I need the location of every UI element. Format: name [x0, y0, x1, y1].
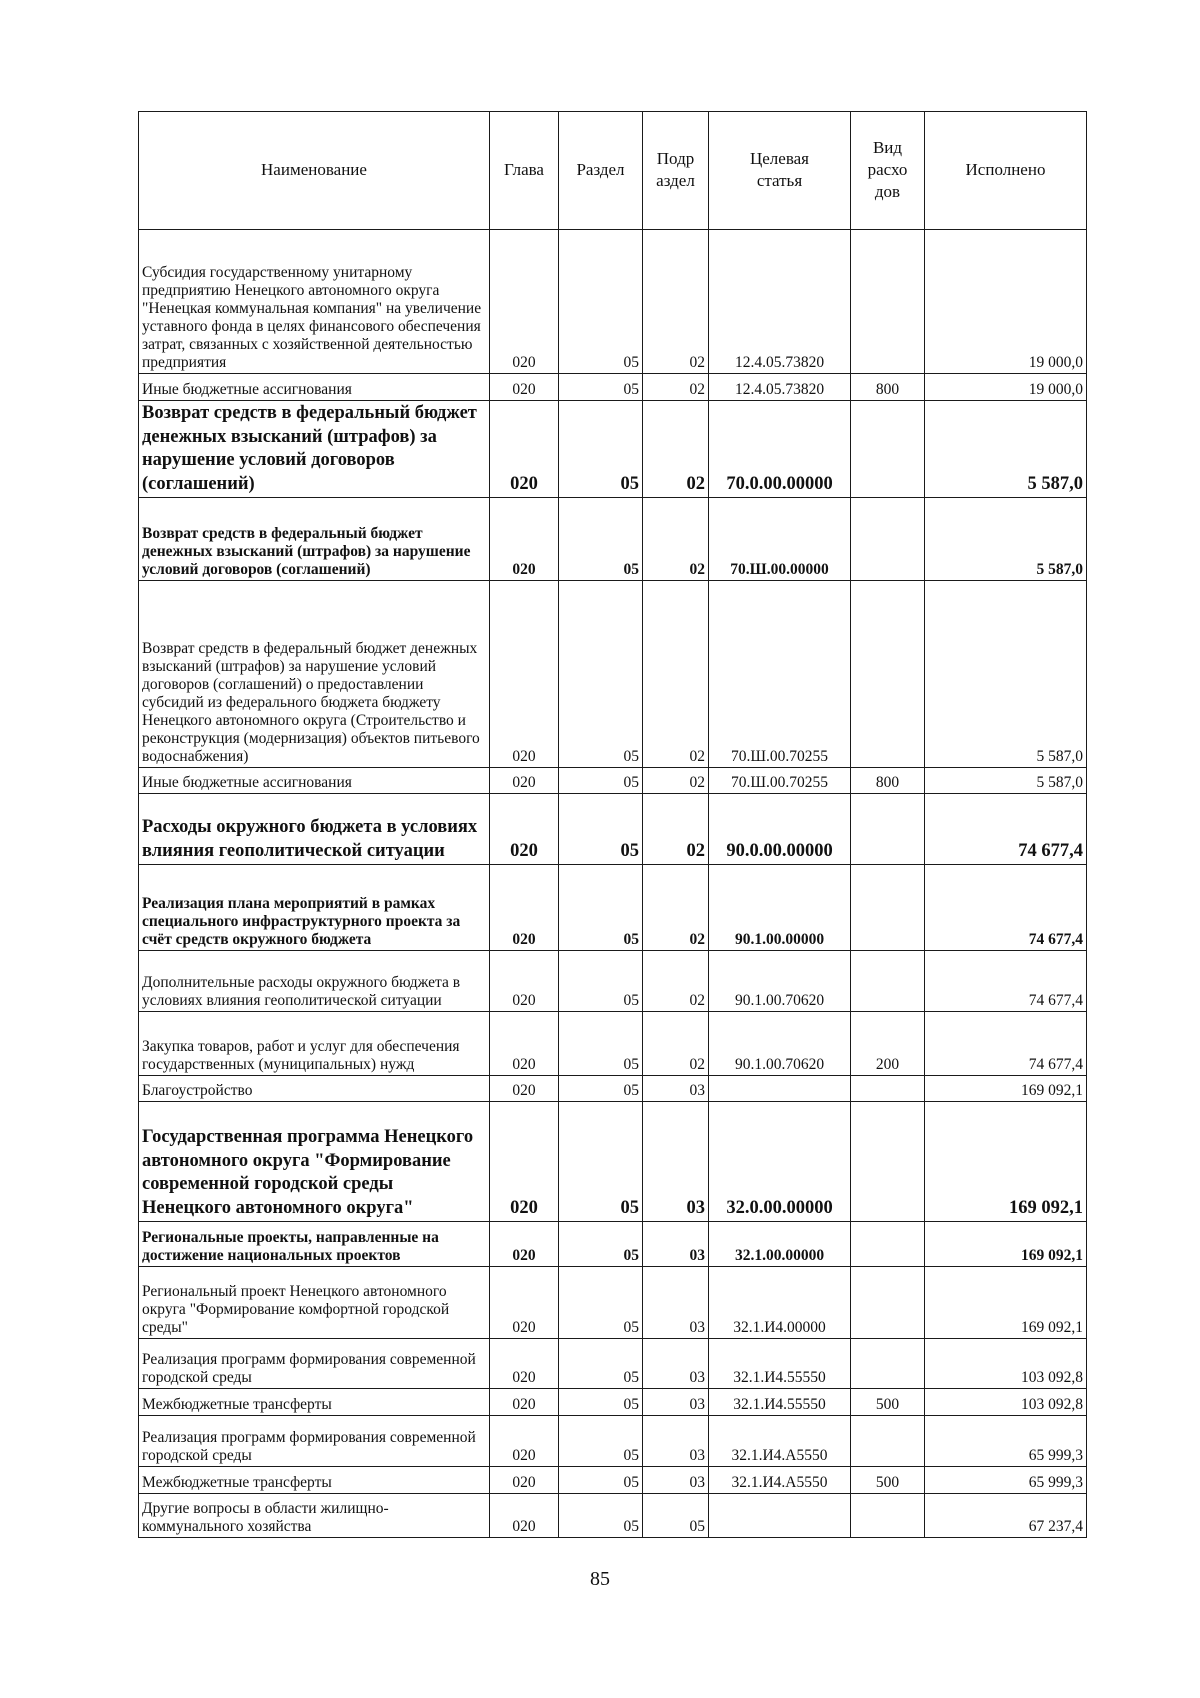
row-vid [851, 498, 925, 581]
table-row [139, 401, 1087, 498]
row-vid [851, 581, 925, 768]
row-glava: 020 [490, 1389, 559, 1416]
row-podrazdel: 02 [643, 794, 709, 865]
row-name: Региональные проекты, направленные на достижение национальных проектов [139, 1222, 490, 1267]
row-podrazdel: 03 [643, 1076, 709, 1102]
row-statya: 32.0.00.00000 [709, 1102, 851, 1222]
row-statya: 90.1.00.00000 [709, 865, 851, 951]
row-statya: 90.1.00.70620 [709, 1012, 851, 1076]
row-glava: 020 [490, 1076, 559, 1102]
row-glava: 020 [490, 768, 559, 794]
row-name: Возврат средств в федеральный бюджет денежных взысканий (штрафов) за нарушение условий договоров (соглашений) [139, 498, 490, 581]
row-name: Государственная программа Ненецкого автономного округа "Формирование современной городской среды Ненецкого автономного округа" [139, 1102, 490, 1222]
row-ispolneno: 5 587,0 [925, 581, 1087, 768]
row-ispolneno: 169 092,1 [925, 1267, 1087, 1339]
row-statya [709, 1076, 851, 1102]
row-glava: 020 [490, 401, 559, 498]
row-ispolneno: 5 587,0 [925, 401, 1087, 498]
table-row [139, 374, 1087, 401]
row-razdel: 05 [559, 1222, 643, 1267]
table-row [139, 1102, 1087, 1222]
row-ispolneno: 74 677,4 [925, 1012, 1087, 1076]
header-glava: Глава [490, 112, 559, 230]
row-name: Иные бюджетные ассигнования [139, 374, 490, 401]
row-name: Дополнительные расходы окружного бюджета в условиях влияния геополитической ситуации [139, 951, 490, 1012]
row-name: Закупка товаров, работ и услуг для обеспечения государственных (муниципальных) нужд [139, 1012, 490, 1076]
header-statya-line1: Целевая [749, 149, 810, 168]
row-name: Межбюджетные трансферты [139, 1389, 490, 1416]
row-vid: 800 [851, 768, 925, 794]
row-name: Реализация программ формирования современной городской среды [139, 1416, 490, 1467]
row-ispolneno: 169 092,1 [925, 1222, 1087, 1267]
row-glava: 020 [490, 1102, 559, 1222]
row-vid [851, 230, 925, 374]
row-ispolneno: 65 999,3 [925, 1467, 1087, 1494]
row-podrazdel: 02 [643, 865, 709, 951]
row-vid: 200 [851, 1012, 925, 1076]
header-statya-line2: статья [756, 171, 803, 190]
row-ispolneno: 103 092,8 [925, 1339, 1087, 1389]
row-podrazdel: 03 [643, 1267, 709, 1339]
row-podrazdel: 02 [643, 374, 709, 401]
row-statya: 70.Ш.00.00000 [709, 498, 851, 581]
row-ispolneno: 5 587,0 [925, 498, 1087, 581]
row-razdel: 05 [559, 865, 643, 951]
row-vid [851, 1222, 925, 1267]
table-row [139, 498, 1087, 581]
row-glava: 020 [490, 1222, 559, 1267]
row-glava: 020 [490, 581, 559, 768]
row-statya: 90.0.00.00000 [709, 794, 851, 865]
budget-table [138, 111, 1087, 1538]
row-statya: 32.1.00.00000 [709, 1222, 851, 1267]
header-statya [709, 112, 851, 230]
row-razdel: 05 [559, 374, 643, 401]
row-vid [851, 865, 925, 951]
row-razdel: 05 [559, 1102, 643, 1222]
table-row [139, 768, 1087, 794]
row-vid [851, 401, 925, 498]
table-row [139, 865, 1087, 951]
table-header-row [139, 112, 1087, 230]
row-ispolneno: 65 999,3 [925, 1416, 1087, 1467]
row-glava: 020 [490, 1416, 559, 1467]
row-name: Реализация программ формирования современной городской среды [139, 1339, 490, 1389]
table-row [139, 1389, 1087, 1416]
row-podrazdel: 03 [643, 1102, 709, 1222]
row-glava: 020 [490, 374, 559, 401]
row-podrazdel: 02 [643, 581, 709, 768]
header-vid-line3: дов [874, 182, 901, 201]
row-ispolneno: 67 237,4 [925, 1494, 1087, 1538]
row-razdel: 05 [559, 1467, 643, 1494]
row-razdel: 05 [559, 768, 643, 794]
table-row [139, 1076, 1087, 1102]
table-row [139, 1416, 1087, 1467]
row-vid [851, 1102, 925, 1222]
page-number: 85 [590, 1568, 610, 1590]
row-glava: 020 [490, 951, 559, 1012]
row-ispolneno: 169 092,1 [925, 1102, 1087, 1222]
table-row [139, 1222, 1087, 1267]
row-ispolneno: 19 000,0 [925, 374, 1087, 401]
row-razdel: 05 [559, 230, 643, 374]
row-name: Реализация плана мероприятий в рамках специального инфраструктурного проекта за счёт средств окружного бюджета [139, 865, 490, 951]
row-glava: 020 [490, 794, 559, 865]
row-statya: 12.4.05.73820 [709, 374, 851, 401]
row-statya: 32.1.И4.55550 [709, 1389, 851, 1416]
row-name: Возврат средств в федеральный бюджет денежных взысканий (штрафов) за нарушение условий договоров (соглашений) [139, 401, 490, 498]
row-podrazdel: 03 [643, 1389, 709, 1416]
table-row [139, 794, 1087, 865]
row-name: Расходы окружного бюджета в условиях влияния геополитической ситуации [139, 794, 490, 865]
row-statya: 90.1.00.70620 [709, 951, 851, 1012]
row-ispolneno: 19 000,0 [925, 230, 1087, 374]
row-podrazdel: 02 [643, 498, 709, 581]
header-vid-line1: Вид [872, 138, 903, 157]
header-vid [851, 112, 925, 230]
row-podrazdel: 02 [643, 768, 709, 794]
row-name: Региональный проект Ненецкого автономного округа "Формирование комфортной городской среды" [139, 1267, 490, 1339]
row-glava: 020 [490, 230, 559, 374]
row-glava: 020 [490, 1267, 559, 1339]
row-razdel: 05 [559, 1494, 643, 1538]
row-name: Другие вопросы в области жилищно-коммунального хозяйства [139, 1494, 490, 1538]
row-razdel: 05 [559, 951, 643, 1012]
row-razdel: 05 [559, 581, 643, 768]
row-glava: 020 [490, 498, 559, 581]
table-row [139, 1012, 1087, 1076]
row-razdel: 05 [559, 498, 643, 581]
header-ispolneno: Исполнено [925, 112, 1087, 230]
row-ispolneno: 103 092,8 [925, 1389, 1087, 1416]
header-name: Наименование [139, 112, 490, 230]
row-glava: 020 [490, 1494, 559, 1538]
row-podrazdel: 05 [643, 1494, 709, 1538]
row-razdel: 05 [559, 1076, 643, 1102]
row-statya: 32.1.И4.55550 [709, 1339, 851, 1389]
row-podrazdel: 02 [643, 230, 709, 374]
row-statya [709, 1494, 851, 1538]
row-statya: 70.Ш.00.70255 [709, 768, 851, 794]
row-statya: 32.1.И4.А5550 [709, 1467, 851, 1494]
row-razdel: 05 [559, 1339, 643, 1389]
header-razdel: Раздел [559, 112, 643, 230]
row-glava: 020 [490, 1339, 559, 1389]
row-statya: 32.1.И4.00000 [709, 1267, 851, 1339]
row-vid: 500 [851, 1389, 925, 1416]
row-ispolneno: 74 677,4 [925, 794, 1087, 865]
row-name: Межбюджетные трансферты [139, 1467, 490, 1494]
row-glava: 020 [490, 1467, 559, 1494]
row-razdel: 05 [559, 401, 643, 498]
header-podrazdel [643, 112, 709, 230]
row-podrazdel: 03 [643, 1416, 709, 1467]
header-podrazdel-line1: Подр [656, 149, 695, 168]
row-statya: 70.0.00.00000 [709, 401, 851, 498]
row-podrazdel: 03 [643, 1339, 709, 1389]
table-row [139, 230, 1087, 374]
row-vid [851, 794, 925, 865]
row-name: Субсидия государственному унитарному предприятию Ненецкого автономного округа "Ненецкая коммунальная компания" на увеличение уставного фонда в целях финансового обеспечения затрат, связанных с хозяйственной деятельностью предприятия [139, 230, 490, 374]
row-ispolneno: 5 587,0 [925, 768, 1087, 794]
table-row [139, 951, 1087, 1012]
row-ispolneno: 169 092,1 [925, 1076, 1087, 1102]
row-razdel: 05 [559, 1416, 643, 1467]
row-vid [851, 1494, 925, 1538]
table-row [139, 581, 1087, 768]
row-vid [851, 1267, 925, 1339]
row-podrazdel: 03 [643, 1467, 709, 1494]
row-razdel: 05 [559, 1012, 643, 1076]
row-podrazdel: 02 [643, 401, 709, 498]
header-podrazdel-line2: аздел [656, 171, 695, 190]
header-vid-line2: расхо [867, 160, 908, 179]
row-glava: 020 [490, 865, 559, 951]
row-razdel: 05 [559, 1389, 643, 1416]
row-name: Иные бюджетные ассигнования [139, 768, 490, 794]
row-podrazdel: 03 [643, 1222, 709, 1267]
row-podrazdel: 02 [643, 951, 709, 1012]
row-vid: 800 [851, 374, 925, 401]
row-name: Возврат средств в федеральный бюджет денежных взысканий (штрафов) за нарушение условий договоров (соглашений) о предоставлении субсидий из федерального бюджета бюджету Ненецкого автономного округа (Строительство и реконструкция (модернизация) объектов питьевого водоснабжения) [139, 581, 490, 768]
table-row [139, 1467, 1087, 1494]
row-razdel: 05 [559, 1267, 643, 1339]
row-glava: 020 [490, 1012, 559, 1076]
row-vid [851, 1416, 925, 1467]
row-vid [851, 951, 925, 1012]
row-ispolneno: 74 677,4 [925, 951, 1087, 1012]
row-statya: 70.Ш.00.70255 [709, 581, 851, 768]
row-vid: 500 [851, 1467, 925, 1494]
table-row [139, 1339, 1087, 1389]
row-vid [851, 1339, 925, 1389]
table-row [139, 1267, 1087, 1339]
row-statya: 32.1.И4.А5550 [709, 1416, 851, 1467]
row-razdel: 05 [559, 794, 643, 865]
row-vid [851, 1076, 925, 1102]
row-statya: 12.4.05.73820 [709, 230, 851, 374]
row-name: Благоустройство [139, 1076, 490, 1102]
row-ispolneno: 74 677,4 [925, 865, 1087, 951]
table-row [139, 1494, 1087, 1538]
row-podrazdel: 02 [643, 1012, 709, 1076]
